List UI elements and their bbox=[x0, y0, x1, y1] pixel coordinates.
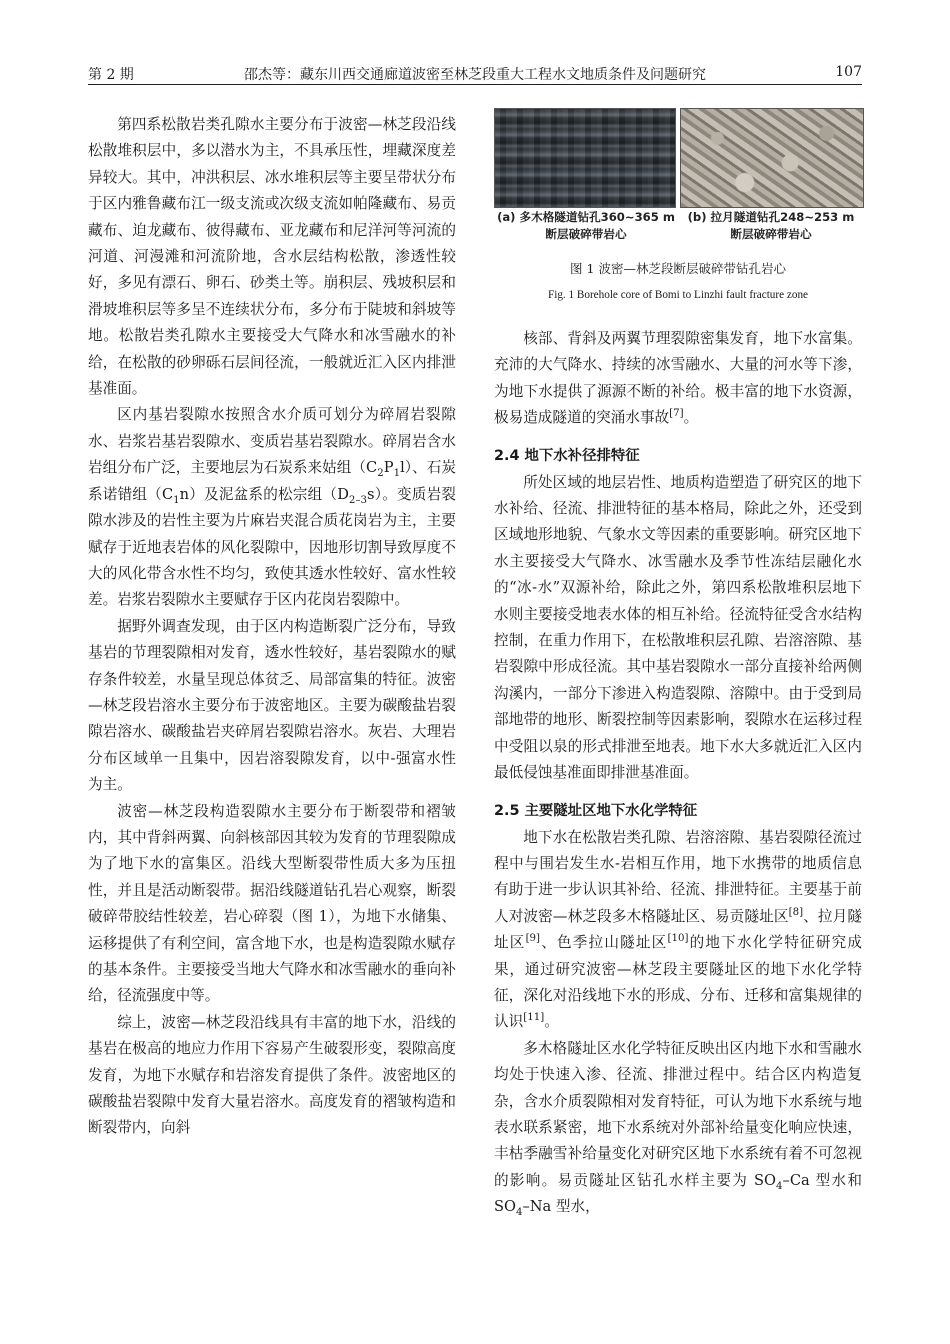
text-run: –Na 型水， bbox=[522, 1198, 600, 1216]
citation: [11] bbox=[523, 1012, 545, 1024]
subscript: 4 bbox=[515, 1207, 523, 1219]
text-run: 多木格隧址区水化学特征反映出区内地下水和雪融水均处于快速入渗、径流、排泄过程中。结合区内构造复杂，含水介质裂隙相对发育特征，可认为地下水系统与地表水联系紧密，地下水系统对外部补给量变化响应快速，丰枯季融雪补给量变化对研究区地下水系统有着不可忽视的影响。易贡隧址区钻孔水样主要为 SO bbox=[494, 1039, 862, 1189]
running-header bbox=[88, 62, 862, 85]
subcaption-a-line2: 断层破碎带岩心 bbox=[545, 227, 627, 241]
subcaption-b bbox=[680, 209, 862, 243]
text-run: –Ca 型水和 SO bbox=[494, 1171, 862, 1216]
text-run: 、色季拉山隧址区 bbox=[540, 934, 668, 952]
text-run: 的地下水化学特征研究成果，通过研究波密—林芝段主要隧址区的地下水化学特征，深化对沿线地下水的形成、分布、迁移和富集规律的认识 bbox=[494, 934, 862, 1031]
figure-caption-en: Fig. 1 Borehole core of Bomi to Linzhi fault fracture zone bbox=[547, 289, 809, 301]
figure-1 bbox=[494, 108, 862, 316]
paragraph-hydrochemistry-intro bbox=[494, 825, 862, 1036]
issue-number: 第 2 期 bbox=[88, 67, 134, 83]
left-column bbox=[88, 112, 456, 1142]
paragraph-duomuge-hydrochemistry bbox=[494, 1036, 862, 1221]
borehole-core-photo-a bbox=[494, 108, 676, 208]
paragraph-bedrock-fissure-water bbox=[88, 402, 456, 613]
text-run: s）。变质岩裂隙水涉及的岩性主要为片麻岩夹混合质花岗岩为主，主要赋存于近地表岩体的风化裂隙中，因地形切割导致厚度不大的风化带含水性不均匀，致使其透水性较好、富水性较差。岩浆岩裂隙水主要赋存于区内花岗岩裂隙中。 bbox=[88, 485, 456, 609]
subcaption-b-line2: 断层破碎带岩心 bbox=[730, 227, 812, 241]
text-run: l）、石炭系诺错组（C bbox=[88, 459, 456, 503]
subscript: 2 bbox=[377, 468, 384, 480]
citation: [8] bbox=[788, 906, 804, 918]
text-run: 区内基岩裂隙水按照含水介质可划分为碎屑岩裂隙水、岩浆岩基岩裂隙水、变质岩基岩裂隙水。碎屑岩含水岩组分布广泛，主要地层为石炭系来姑组（C bbox=[88, 406, 456, 477]
text-run: n）及泥盆系的松宗组（D bbox=[179, 485, 349, 503]
citation: [7] bbox=[669, 408, 684, 420]
paragraph-summary: 综上，波密—林芝段沿线具有丰富的地下水，沿线的基岩在极高的地应力作用下容易产生破裂形变，裂隙高度发育，为地下水赋存和岩溶发育提供了条件。波密地区的碳酸盐岩裂隙中发育大量岩溶水。高度发育的褶皱构造和断裂带内，向斜 bbox=[88, 1013, 456, 1137]
borehole-core-photo-b bbox=[680, 108, 864, 208]
text-run: 、拉月隧址区 bbox=[494, 907, 862, 952]
text-run: P bbox=[383, 459, 394, 477]
subscript: 4 bbox=[776, 1180, 783, 1192]
subcaption-a-line1: (a) 多木格隧道钻孔360~365 m bbox=[497, 210, 675, 224]
page-number: 107 bbox=[835, 64, 862, 80]
section-heading-2-5: 2.5 主要隧址区地下水化学特征 bbox=[494, 802, 698, 819]
text-run: 核部、背斜及两翼节理裂隙密集发育，地下水富集。充沛的大气降水、持续的冰雪融水、大量的河水等下渗，为地下水提供了源源不断的补给。极丰富的地下水资源，极易造成隧道的突涌水事故 bbox=[494, 330, 862, 427]
text-run: 。 bbox=[544, 1013, 559, 1031]
subscript: 2–3 bbox=[348, 494, 368, 506]
citation: [9] bbox=[525, 933, 541, 945]
subcaption-b-line1: (b) 拉月隧道钻孔248~253 m bbox=[687, 210, 855, 224]
paragraph-karst-water: 据野外调查发现，由于区内构造断裂广泛分布，导致基岩的节理裂隙相对发育，透水性较好，基岩裂隙水的赋存条件较差，水量呈现总体贫乏、局部富集的特征。波密—林芝段岩溶水主要分布于波密地区。主要为碳酸盐岩裂隙岩溶水、碳酸盐岩夹碎屑岩裂隙岩溶水。灰岩、大理岩分布区域单一且集中，因岩溶裂隙发育，以中-强富水性为主。 bbox=[88, 617, 456, 794]
citation: [10] bbox=[667, 933, 689, 945]
right-column bbox=[494, 108, 862, 1221]
paragraph-structural-fissure-water: 波密—林芝段构造裂隙水主要分布于断裂带和褶皱内，其中背斜两翼、向斜核部因其较为发育的节理裂隙成为了地下水的富集区。沿线大型断裂带性质大多为压扭性，并且是活动断裂带。据沿线隧道钻孔岩心观察，断裂破碎带胶结性较差，岩心碎裂（图 1），为地下水储集、运移提供了有利空间，富含地下水，也是构造裂隙水赋存的基本条件。主要接受当地大气降水和冰雪融水的垂向补给，径流强度中等。 bbox=[88, 802, 456, 1005]
paragraph-recharge-runoff-discharge: 所处区域的地层岩性、地质构造塑造了研究区的地下水补给、径流、排泄特征的基本格局，除此之外，还受到区域地形地貌、气象水文等因素的重要影响。研究区地下水主要接受大气降水、冰雪融水及季节性冻结层融化水的“冰-水”双源补给，除此之外，第四系松散堆积层地下水则主要接受地表水体的相互补给。径流特征受含水结构控制，在重力作用下，在松散堆积层孔隙、岩溶溶隙、基岩裂隙中形成径流。其中基岩裂隙水一部分直接补给两侧沟溪内，一部分下渗进入构造裂隙、溶隙中。由于受到局部地带的地形、断裂控制等因素影响，裂隙水在运移过程中受阻以泉的形式排泄至地表。地下水大多就近汇入区内最低侵蚀基准面即排泄基准面。 bbox=[494, 473, 862, 782]
text-run: 地下水在松散岩类孔隙、岩溶溶隙、基岩裂隙径流过程中与围岩发生水-岩相互作用，地下水携带的地质信息有助于进一步认识其补给、径流、排泄特征。主要基于前人对波密—林芝段多木格隧址区、易贡隧址区 bbox=[494, 828, 862, 925]
paragraph-syncline-continuation bbox=[494, 326, 862, 432]
subscript: 1 bbox=[393, 468, 401, 480]
section-heading-2-4: 2.4 地下水补径排特征 bbox=[494, 447, 640, 464]
figure-caption-cn: 图 1 波密—林芝段断层破碎带钻孔岩心 bbox=[570, 261, 786, 276]
text-run: 。 bbox=[683, 409, 699, 427]
running-title: 邵杰等：藏东川西交通廊道波密至林芝段重大工程水文地质条件及问题研究 bbox=[244, 67, 706, 83]
paragraph-quaternary-pore-water: 第四系松散岩类孔隙水主要分布于波密—林芝段沿线松散堆积层中，多以潜水为主，不具承压性，埋藏深度差异较大。其中，冲洪积层、冰水堆积层等主要呈带状分布于区内雅鲁藏布江一级支流或次级支流如帕隆藏布、易贡藏布、迫龙藏布、彼得藏布、亚龙藏布和尼洋河等河流的河道、河漫滩和河流阶地，含水层结构松散，渗透性较好，多见有漂石、卵石、砂类土等。崩积层、残坡积层和滑坡堆积层等多呈不连续状分布，多分布于陡坡和斜坡等地。松散岩类孔隙水主要接受大气降水和冰雪融水的补给，在松散的砂卵砾石层间径流，一般就近汇入区内排泄基准面。 bbox=[88, 116, 456, 398]
subcaption-a bbox=[494, 209, 678, 243]
subscript: 1 bbox=[173, 494, 180, 506]
